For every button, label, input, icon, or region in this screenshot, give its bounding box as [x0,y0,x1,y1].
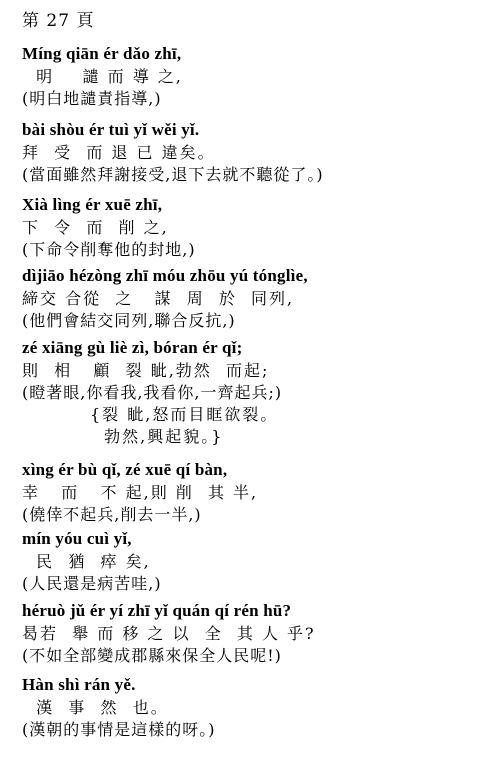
chinese-line: 明 譴 而 導 之, [22,67,183,86]
stanza-1 [22,42,492,110]
pinyin-line: Xià lìng ér xuē zhī, [22,195,163,214]
annotation-line-1: {裂 眦,怒而目眶欲裂。 [90,405,279,424]
stanza-2 [22,118,492,186]
chinese-line: 民 猶 瘁 矣, [22,552,151,571]
annotation-line-2: 勃然,興起貌。} [90,427,224,446]
chinese-line: 締交 合從 之 謀 周 於 同列, [22,289,295,308]
chinese-line: 曷若 舉 而 移 之 以 全 其 人 乎? [22,624,316,643]
pinyin-line: bài shòu ér tuì yǐ wěi yǐ. [22,120,200,139]
stanza-9 [22,673,492,741]
chinese-line: 幸 而 不 起,則 削 其 半, [22,483,259,502]
chinese-line: 漢 事 然 也。 [22,698,169,717]
page-number-label: 第 27 頁 [22,11,95,31]
translation-line: (人民還是病苦哇,) [22,574,162,593]
translation-line: (當面雖然拜謝接受,退下去就不聽從了。) [22,165,324,184]
chinese-line: 則 相 顧 裂 眦,勃然 而起; [22,361,270,380]
translation-line: (不如全部變成郡縣來保全人民呢!) [22,646,282,665]
translation-line: (他們會結交同列,聯合反抗,) [22,311,236,330]
translation-line: (漢朝的事情是這樣的呀。) [22,720,216,739]
stanza-8 [22,599,492,667]
stanza-5 [22,336,492,404]
stanza-4 [22,264,492,332]
translation-line: (僥倖不起兵,削去一半,) [22,505,202,524]
pinyin-line: mín yóu cuì yǐ, [22,529,132,548]
pinyin-line: zé xiāng gù liè zì, bóran ér qǐ; [22,338,243,357]
pinyin-line: dìjiāo hézòng zhī móu zhōu yú tónglìe, [22,266,308,285]
pinyin-line: xìng ér bù qǐ, zé xuē qí bàn, [22,460,228,479]
pinyin-line: héruò jǔ ér yí zhī yǐ quán qí rén hū? [22,601,292,620]
pinyin-line: Hàn shì rán yě. [22,675,136,694]
chinese-line: 下 令 而 削 之, [22,218,169,237]
translation-line: (下命令削奪他的封地,) [22,240,196,259]
stanza-7 [22,527,492,595]
stanza-6 [22,458,492,526]
chinese-line: 拜 受 而 退 已 違矣。 [22,143,216,162]
pinyin-line: Míng qiān ér dǎo zhī, [22,44,182,63]
translation-line: (瞪著眼,你看我,我看你,一齊起兵;) [22,383,283,402]
stanza-3 [22,193,492,261]
translation-line: (明白地譴責指導,) [22,89,162,108]
